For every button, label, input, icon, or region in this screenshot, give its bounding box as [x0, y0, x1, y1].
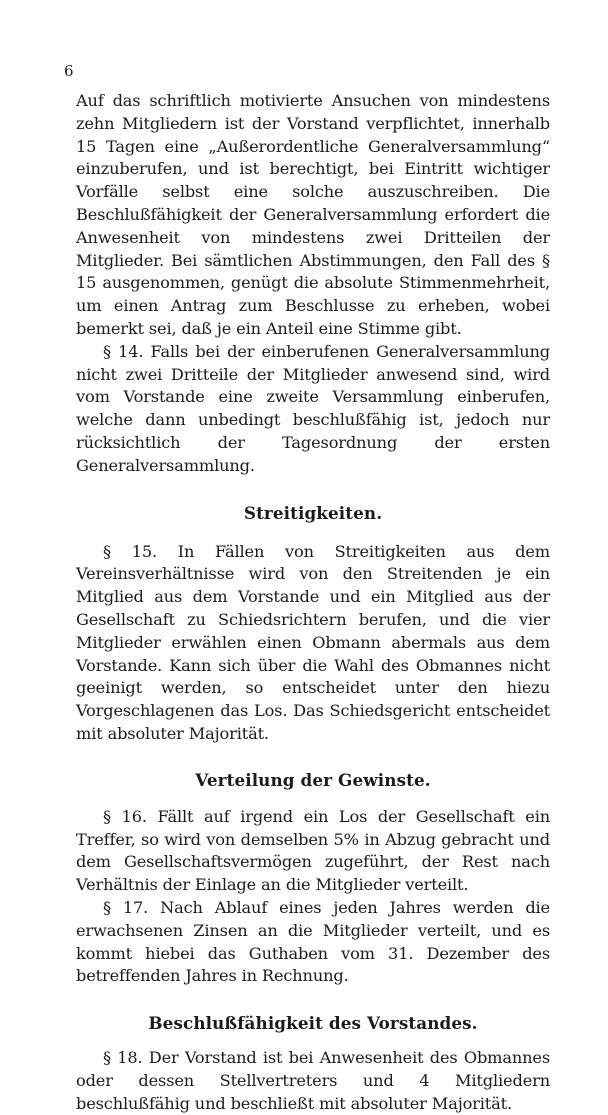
- paragraph-section-14: § 14. Falls bei der einberufenen Generalversammlung nicht zwei Dritteile der Mitglieder anwesend sind, wird vom Vorstande eine zweite Versammlung einberufen, welche dann unbedingt beschlußfähig ist, jedoch nur rücksichtlich der Tagesordnung der ersten Generalversammlung.: [76, 341, 550, 475]
- page-number: 6: [64, 62, 74, 80]
- paragraph-section-15: § 15. In Fällen von Streitigkeiten aus dem Vereinsverhältnisse wird von den Streitenden je ein Mitglied aus dem Vorstande und ein Mitglied aus der Gesellschaft zu Schiedsrichtern berufen, und die vier Mitglieder erwählen einen Obmann abermals aus dem Vorstande. Kann sich über die Wahl des Obmannes nicht geeinigt werden, so entscheidet unter den hiezu Vorgeschlagenen das Los. Das Schiedsgericht entscheidet mit absoluter Majorität.: [76, 541, 550, 743]
- heading-streitigkeiten: Streitigkeiten.: [243, 502, 383, 523]
- paragraph-general-assembly: Auf das schriftlich motivierte Ansuchen von mindestens zehn Mitgliedern ist der Vorstand verpflichtet, innerhalb 15 Tagen eine „Außerordentliche Generalversammlung“ einzuberufen, und ist berechtigt, bei Eintritt wichtiger Vorfälle selbst eine solche auszuschreiben. Die Beschlußfähigkeit der Generalversammlung erfordert die Anwesenheit von mindestens zwei Dritteilen der Mitglieder. Bei sämtlichen Abstimmungen, den Fall des § 15 ausgenommen, genügt die absolute Stimmenmehrheit, um einen Antrag zum Beschlusse zu erheben, wobei bemerkt sei, daß je ein Anteil eine Stimme gibt.: [76, 91, 550, 338]
- heading-beschlussfaehigkeit-des-vorstandes: Beschlußfähigkeit des Vorstandes.: [148, 1013, 478, 1034]
- paragraph-section-18: § 18. Der Vorstand ist bei Anwesenheit des Obmannes oder dessen Stellvertreters und 4 Mitgliedern beschlußfähig und beschließt mit absoluter Majorität.: [76, 1048, 550, 1113]
- paragraph-section-16: § 16. Fällt auf irgend ein Los der Gesellschaft ein Treffer, so wird von demselben 5% in Abzug gebracht und dem Gesellschaftsvermögen zugeführt, der Rest nach Verhältnis der Einlage an die Mitglieder verteilt.: [76, 806, 550, 895]
- heading-verteilung-der-gewinste: Verteilung der Gewinste.: [195, 769, 431, 790]
- paragraph-section-17: § 17. Nach Ablauf eines jeden Jahres werden die erwachsenen Zinsen an die Mitglieder verteilt, und es kommt hiebei das Guthaben vom 31. Dezember des betreffenden Jahres in Rechnung.: [76, 897, 550, 986]
- page-content: [76, 90, 550, 1115]
